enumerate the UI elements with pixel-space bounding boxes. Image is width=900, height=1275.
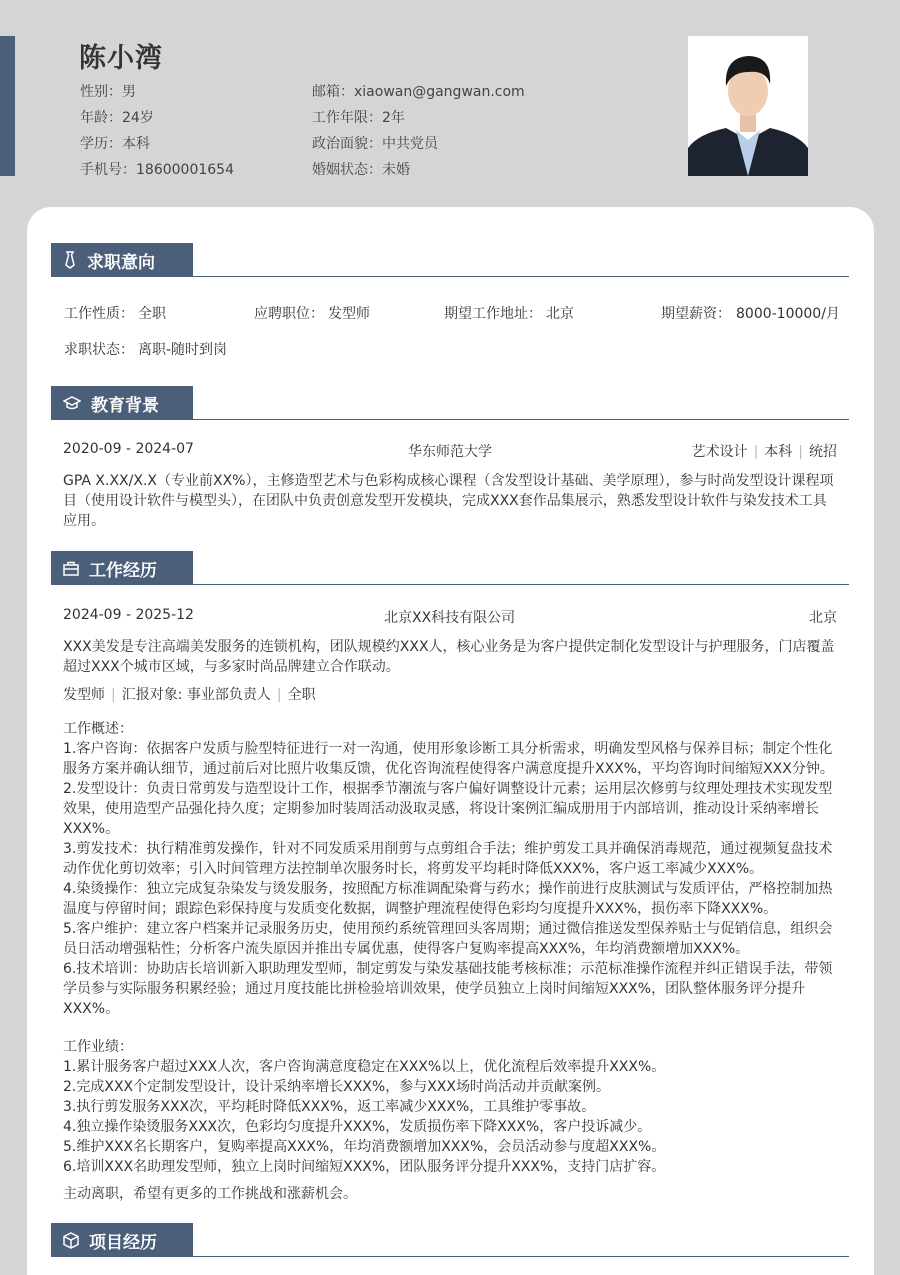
work-city: 北京 xyxy=(809,610,837,626)
achievement-item: 1.累计服务客户超过XXX人次，客户咨询满意度稳定在XXX%以上，优化流程后效率提升XXX%。 xyxy=(63,1059,666,1075)
gender: 性别：男 xyxy=(80,84,136,100)
duty-item: 6.技术培训：协助店长培训新入职助理发型师，制定剪发与染发基础技能考核标准；示范标准操作流程并纠正错误手法，带领学员参与实际服务积累经验；通过月度技能比拼检验培训效果，使学员独立上岗时间缩短XXX%，团队整体服务评分提升XXX%。 xyxy=(63,961,833,1017)
tie-icon xyxy=(63,251,77,269)
duty-item: 5.客户维护：建立客户档案并记录服务历史，使用预约系统管理回头客周期；通过微信推送发型保养贴士与促销信息，组织会员日活动增强粘性；分析客户流失原因并推出专属优惠，使得客户复购率提高XXX%，年均消费额增加XXX%。 xyxy=(63,921,833,957)
resume-header xyxy=(0,0,900,210)
intent-position-value: 发型师 xyxy=(328,306,370,322)
intent-status-value: 离职-随时到岗 xyxy=(138,342,228,358)
achievements-title: 工作业绩： xyxy=(63,1039,133,1055)
achievement-item: 4.独立操作染烫服务XXX次，色彩均匀度提升XXX%，发质损伤率下降XXX%，客户投诉减少。 xyxy=(63,1119,652,1135)
section-tab xyxy=(51,551,193,585)
company-description: XXX美发是专注高端美发服务的连锁机构，团队规模约XXX人，核心业务是为客户提供定制化发型设计与护理服务，门店覆盖超过XXX个城市区域，与多家时尚品牌建立合作联动。 xyxy=(63,639,835,675)
education-type: 统招 xyxy=(809,444,837,460)
education-major: 艺术设计 xyxy=(691,444,748,460)
intent-location-value: 北京 xyxy=(546,306,574,322)
section-project xyxy=(51,1223,849,1257)
duty-item: 2.发型设计：负责日常剪发与造型设计工作，根据季节潮流与客户偏好调整设计元素；运用层次修剪与纹理处理技术实现发型效果，使用造型产品强化持久度；定期参加时装周活动汲取灵感，将设计案例汇编成册用于内部培训，推动设计采纳率增长XXX%。 xyxy=(63,781,833,837)
briefcase-icon xyxy=(63,561,79,576)
duty-item: 1.客户咨询：依据客户发质与脸型特征进行一对一沟通，使用形象诊断工具分析需求，明确发型风格与保养目标；制定个性化服务方案并确认细节，通过前后对比照片收集反馈，优化咨询流程使得客户满意度提升XXX%，平均咨询时间缩短XXX分钟。 xyxy=(63,741,834,777)
education-degree: 本科 xyxy=(764,444,793,460)
cube-icon xyxy=(63,1232,79,1249)
education-meta: 艺术设计 | 本科 | 统招 xyxy=(691,444,837,460)
work-achievements xyxy=(63,1037,838,1177)
work-report-to: 汇报对象: 事业部负责人 xyxy=(121,687,271,703)
overview-title: 工作概述： xyxy=(63,721,133,737)
graduation-cap-icon xyxy=(63,395,81,411)
section-title-education: 教育背景 xyxy=(91,395,159,416)
candidate-name: 陈小湾 xyxy=(79,43,163,74)
section-title-work: 工作经历 xyxy=(89,560,157,581)
intent-type-value: 全职 xyxy=(138,306,166,322)
education-period: 2020-09 - 2024-07 xyxy=(63,441,194,457)
achievement-item: 2.完成XXX个定制发型设计，设计采纳率增长XXX%，参与XXX场时尚活动并贡献案例。 xyxy=(63,1079,610,1095)
education-school: 华东师范大学 xyxy=(408,444,492,460)
duty-item: 4.染烫操作：独立完成复杂染发与烫发服务，按照配方标准调配染膏与药水；操作前进行皮肤测试与发质评估，严格控制加热温度与停留时间；跟踪色彩保持度与发质变化数据，调整护理流程使得色彩均匀度提升XXX%，损伤率下降XXX%。 xyxy=(63,881,833,917)
personal-info-right xyxy=(312,79,525,183)
profile-photo xyxy=(688,36,808,176)
marital-status: 婚姻状态：未婚 xyxy=(312,162,410,178)
leave-reason: 主动离职，希望有更多的工作挑战和涨薪机会。 xyxy=(63,1186,357,1202)
work-role-line: 发型师 | 汇报对象: 事业部负责人 | 全职 xyxy=(63,687,316,703)
education-level: 学历：本科 xyxy=(80,136,150,152)
intent-salary-label: 期望薪资： xyxy=(661,306,731,322)
intent-position-label: 应聘职位： xyxy=(254,306,324,322)
work-company: 北京XX科技有限公司 xyxy=(384,610,516,626)
work-years: 工作年限：2年 xyxy=(312,110,405,126)
work-period: 2024-09 - 2025-12 xyxy=(63,607,194,623)
section-tab xyxy=(51,1223,193,1257)
work-overview xyxy=(63,719,838,1019)
age: 年龄：24岁 xyxy=(80,110,154,126)
intent-location-label: 期望工作地址： xyxy=(444,306,542,322)
achievement-item: 5.维护XXX名长期客户，复购率提高XXX%，年均消费额增加XXX%，会员活动参与度超XXX%。 xyxy=(63,1139,666,1155)
section-intent xyxy=(51,243,849,277)
political-status: 政治面貌：中共党员 xyxy=(312,136,438,152)
section-tab xyxy=(51,243,193,277)
personal-info-left xyxy=(80,79,234,183)
achievement-item: 3.执行剪发服务XXX次，平均耗时降低XXX%，返工率减少XXX%，工具维护零事故。 xyxy=(63,1099,596,1115)
section-work xyxy=(51,551,849,585)
section-education xyxy=(51,386,849,420)
duty-item: 3.剪发技术：执行精准剪发操作，针对不同发质采用削剪与点剪组合手法；维护剪发工具并确保消毒规范，通过视频复盘技术动作优化剪切效率；引入时间管理方法控制单次服务时长，将剪发平均耗时降低XXX%，客户返工率减少XXX%。 xyxy=(63,841,833,877)
intent-salary-value: 8000-10000/月 xyxy=(736,306,840,322)
resume-body xyxy=(27,207,874,1275)
work-employment: 全职 xyxy=(287,687,316,703)
email: 邮箱：xiaowan@gangwan.com xyxy=(312,84,525,100)
phone: 手机号：18600001654 xyxy=(80,162,234,178)
intent-status-label: 求职状态： xyxy=(64,342,134,358)
achievement-item: 6.培训XXX名助理发型师，独立上岗时间缩短XXX%，团队服务评分提升XXX%，支持门店扩容。 xyxy=(63,1159,666,1175)
section-tab xyxy=(51,386,193,420)
section-title-project: 项目经历 xyxy=(89,1232,157,1253)
education-description: GPA X.XX/X.X（专业前XX%），主修造型艺术与色彩构成核心课程（含发型设计基础、美学原理），参与时尚发型设计课程项目（使用设计软件与模型头），在团队中负责创意发型开发模块，完成XXX套作品集展示，熟悉发型设计软件与染发技术工具应用。 xyxy=(63,473,834,529)
intent-type-label: 工作性质： xyxy=(64,306,134,322)
work-role: 发型师 xyxy=(63,687,105,703)
section-title-intent: 求职意向 xyxy=(87,252,155,273)
